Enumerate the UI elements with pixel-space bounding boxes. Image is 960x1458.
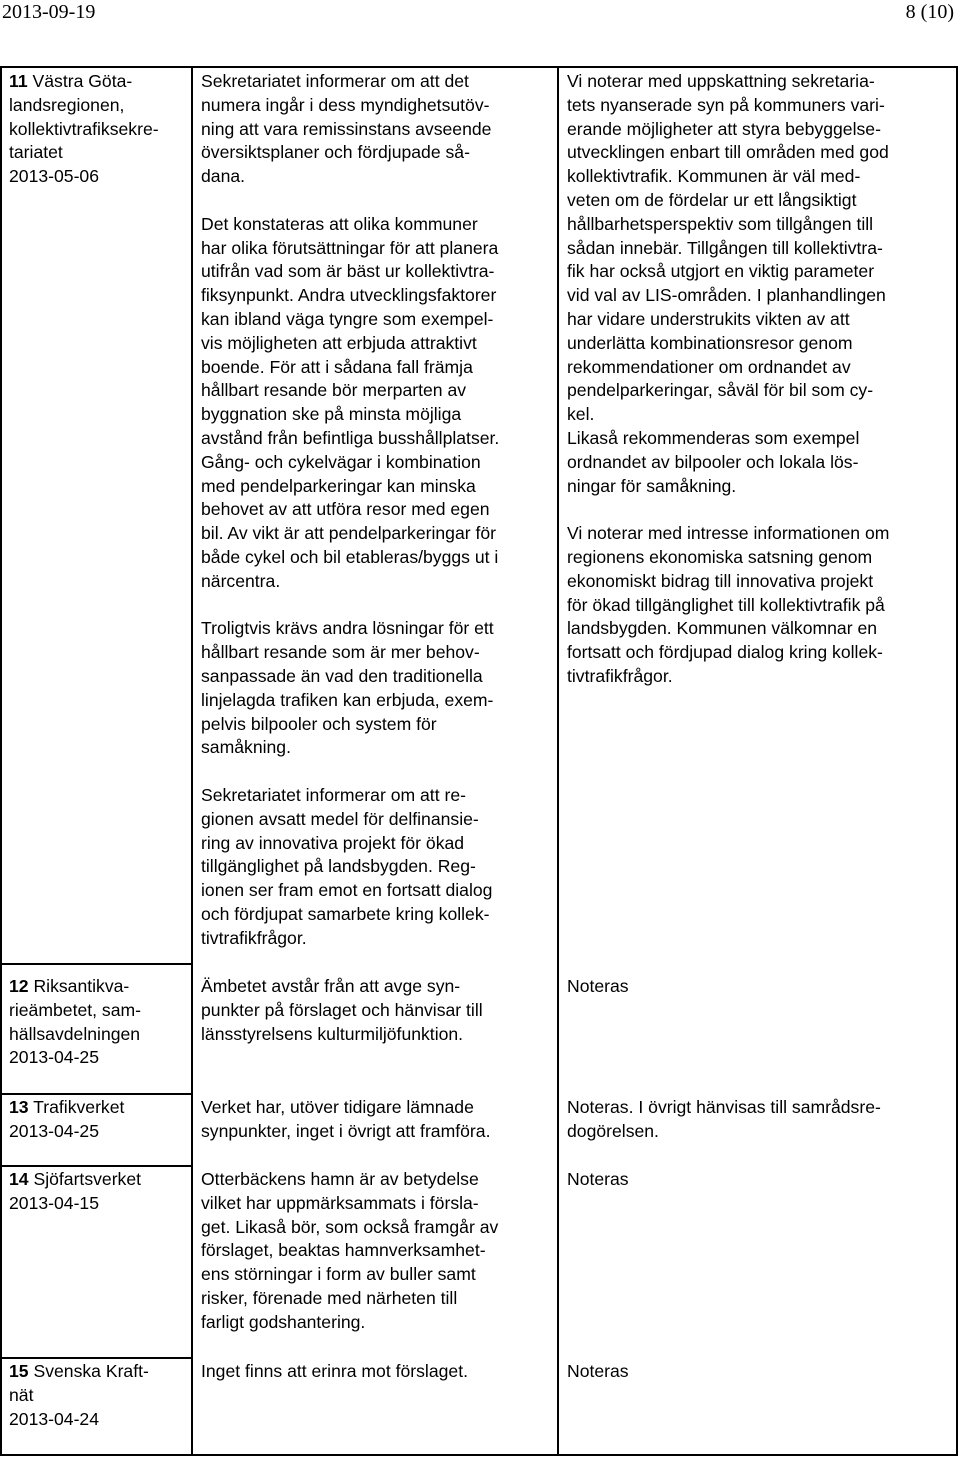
response-line: dogörelsen. [567, 1120, 659, 1141]
response-line: Likaså rekommenderas som exempel [567, 427, 860, 448]
sender-date: 2013-04-25 [9, 1120, 99, 1141]
table-row [9, 1168, 141, 1216]
statement-line: farligt godshantering. [201, 1311, 366, 1332]
response-cell [567, 1360, 629, 1384]
row-number: 12 [9, 976, 29, 996]
statement-line: Gång- och cykelvägar i kombination [201, 451, 481, 472]
response-line: för ökad tillgänglighet till kollektivtrafik på [567, 594, 885, 615]
row-divider-4 [0, 1357, 191, 1359]
table-border-top [0, 66, 958, 68]
statement-line: länsstyrelsens kulturmiljöfunktion. [201, 1023, 464, 1044]
response-line: tivtrafikfrågor. [567, 665, 673, 686]
statement-line: sanpassade än vad den traditionella [201, 665, 483, 686]
response-line: Noteras. I övrigt hänvisas till samrådsre- [567, 1097, 881, 1117]
statement-line: översiktsplaner och fördjupade så- [201, 142, 470, 163]
statement-line: Otterbäckens hamn är av betydelse [201, 1169, 479, 1189]
response-line: vid val av LIS-områden. I planhandlingen [567, 285, 886, 306]
statement-line: avstånd från befintliga busshållplatser. [201, 427, 500, 448]
table-border-bottom [0, 1454, 958, 1456]
response-line: ordnandet av bilpooler och lokala lös- [567, 451, 859, 472]
statement-line: samåkning. [201, 737, 291, 758]
sender-name: Sjöfartsverket [33, 1169, 142, 1189]
response-line: veten om de fördelar ur ett långsiktigt [567, 189, 857, 210]
response-line: hållbarhetsperspektiv som tillgången till [567, 213, 874, 234]
response-line: ekonomiskt bidrag till innovativa projekt [567, 570, 874, 591]
statement-line: närcentra. [201, 570, 281, 591]
response-line: pendelparkeringar, såväl för bil som cy- [567, 380, 874, 401]
response-line: har vidare understrukits vikten av att [567, 308, 850, 329]
row-number: 13 [9, 1097, 29, 1117]
response-line: Noteras [567, 1169, 629, 1189]
statement-line: Troligtvis krävs andra lösningar för ett [201, 618, 494, 639]
statement-line: och fördjupat samarbete kring kollek- [201, 903, 490, 924]
statement-line: vilket har uppmärksammats i försla- [201, 1192, 479, 1213]
statement-line: risker, förenade med närheten till [201, 1287, 458, 1308]
page-header [0, 0, 960, 24]
response-line: erande möjligheter att styra bebyggelse- [567, 118, 881, 139]
statement-line: fiksynpunkt. Andra utvecklingsfaktorer [201, 285, 497, 306]
response-line: Vi noterar med uppskattning sekretaria- [567, 71, 875, 91]
sender-name: Trafikverket [33, 1097, 125, 1117]
response-line: fik har också utgjort en viktig parameter [567, 261, 875, 282]
response-cell [567, 975, 629, 999]
statement-line: ning att vara remissinstans avseende [201, 118, 492, 139]
statement-line: tillgänglighet på landsbygden. Reg- [201, 856, 476, 877]
statement-line: ring av innovativa projekt för ökad [201, 832, 465, 853]
statement-line: ionen ser fram emot en fortsatt dialog [201, 880, 493, 901]
response-line: landsbygden. Kommunen välkomnar en [567, 618, 878, 639]
response-line: Vi noterar med intresse informationen om [567, 523, 890, 544]
sender-line [9, 1168, 141, 1192]
sender-date: 2013-04-15 [9, 1192, 99, 1213]
statement-line: pelvis bilpooler och system för [201, 713, 437, 734]
statement-line: Verket har, utöver tidigare lämnade [201, 1097, 474, 1117]
statement-line: Sekretariatet informerar om att det [201, 71, 469, 91]
response-line: kollektivtrafik. Kommunen är väl med- [567, 166, 861, 187]
sender-name: Svenska Kraft- [33, 1361, 149, 1381]
statement-line: Det konstateras att olika kommuner [201, 213, 478, 234]
sender-line [9, 1360, 149, 1384]
statement-cell [201, 1096, 490, 1144]
document-date: 2013-09-19 [2, 1, 96, 23]
statement-line: behovet av att utföra resor med egen [201, 499, 490, 520]
sender-date: 2013-05-06 [9, 166, 99, 187]
statement-line: både cykel och bil etableras/byggs ut i [201, 546, 499, 567]
column-divider-2 [557, 66, 559, 1456]
statement-line: med pendelparkeringar kan minska [201, 475, 476, 496]
statement-line: förslaget, beaktas hamnverksamhet- [201, 1240, 486, 1261]
statement-line: numera ingår i dess myndighetsutöv- [201, 94, 490, 115]
statement-line: dana. [201, 166, 246, 187]
sender-line [9, 1096, 124, 1120]
statement-line: get. Likaså bör, som också framgår av [201, 1216, 499, 1237]
statement-line: Inget finns att erinra mot förslaget. [201, 1361, 468, 1381]
row-number: 14 [9, 1169, 29, 1189]
statement-line: synpunkter, inget i övrigt att framföra. [201, 1120, 491, 1141]
response-cell [567, 70, 889, 689]
statement-cell [201, 975, 483, 1046]
row-number: 11 [9, 71, 28, 91]
response-line: regionens ekonomiska satsning genom [567, 546, 873, 567]
sender-line: rieämbetet, sam- [9, 999, 141, 1020]
sender-line: nät [9, 1384, 34, 1405]
statement-line: kan ibland väga tyngre som exempel- [201, 308, 494, 329]
row-number: 15 [9, 1361, 29, 1381]
table-row [9, 975, 141, 1070]
table-row [9, 1096, 124, 1144]
statement-line: utifrån vad som är bäst ur kollektivtra- [201, 261, 495, 282]
sender-line: hällsavdelningen [9, 1023, 141, 1044]
response-line: sådan innebär. Tillgången till kollektivtra- [567, 237, 883, 258]
response-cell [567, 1096, 881, 1144]
table-border-left [0, 66, 2, 1456]
response-line: Noteras [567, 976, 629, 996]
sender-line: tariatet [9, 142, 63, 163]
sender-line: landsregionen, [9, 94, 125, 115]
statement-line: har olika förutsättningar för att planera [201, 237, 499, 258]
row-divider-1 [0, 963, 191, 965]
sender-line [9, 975, 141, 999]
sender-date: 2013-04-25 [9, 1047, 99, 1068]
statement-cell [201, 1360, 468, 1384]
statement-cell [201, 70, 499, 950]
statement-line: boende. För att i sådana fall främja [201, 356, 473, 377]
sender-date: 2013-04-24 [9, 1408, 99, 1429]
statement-line: vis möjligheten att erbjuda attraktivt [201, 332, 477, 353]
sender-line: kollektivtrafiksekre- [9, 118, 159, 139]
statement-line: linjelagda trafiken kan erbjuda, exem- [201, 689, 494, 710]
statement-line: Sekretariatet informerar om att re- [201, 784, 466, 805]
response-line: Noteras [567, 1361, 629, 1381]
response-line: underlätta kombinationsresor genom [567, 332, 853, 353]
table-row [9, 1360, 149, 1431]
statement-cell [201, 1168, 498, 1335]
response-line: rekommendationer om ordnandet av [567, 356, 851, 377]
statement-line: ens störningar i form av buller samt [201, 1264, 476, 1285]
statement-line: bil. Av vikt är att pendelparkeringar för [201, 523, 497, 544]
response-line: kel. [567, 404, 595, 425]
statement-line: punkter på förslaget och hänvisar till [201, 999, 483, 1020]
statement-line: gionen avsatt medel för delfinansie- [201, 808, 479, 829]
sender-line [9, 70, 159, 94]
response-line: tets nyanserade syn på kommuners vari- [567, 94, 885, 115]
response-cell [567, 1168, 629, 1192]
response-line: utvecklingen enbart till områden med god [567, 142, 889, 163]
response-line: ningar för samåkning. [567, 475, 737, 496]
column-divider-1 [191, 66, 193, 1456]
statement-line: byggnation ske på minsta möjliga [201, 404, 462, 425]
statement-line: hållbart resande bör merparten av [201, 380, 467, 401]
sender-name: Västra Göta- [32, 71, 133, 91]
table-row [9, 70, 159, 189]
row-divider-2 [0, 1093, 191, 1095]
statement-line: tivtrafikfrågor. [201, 927, 307, 948]
statement-line: Ämbetet avstår från att avge syn- [201, 976, 461, 996]
sender-name: Riksantikva- [33, 976, 130, 996]
row-divider-3 [0, 1165, 191, 1167]
statement-line: hållbart resande som är mer behov- [201, 642, 480, 663]
response-line: fortsatt och fördjupad dialog kring kollek- [567, 642, 883, 663]
table-border-right [956, 66, 958, 1456]
page-number: 8 (10) [905, 1, 954, 23]
